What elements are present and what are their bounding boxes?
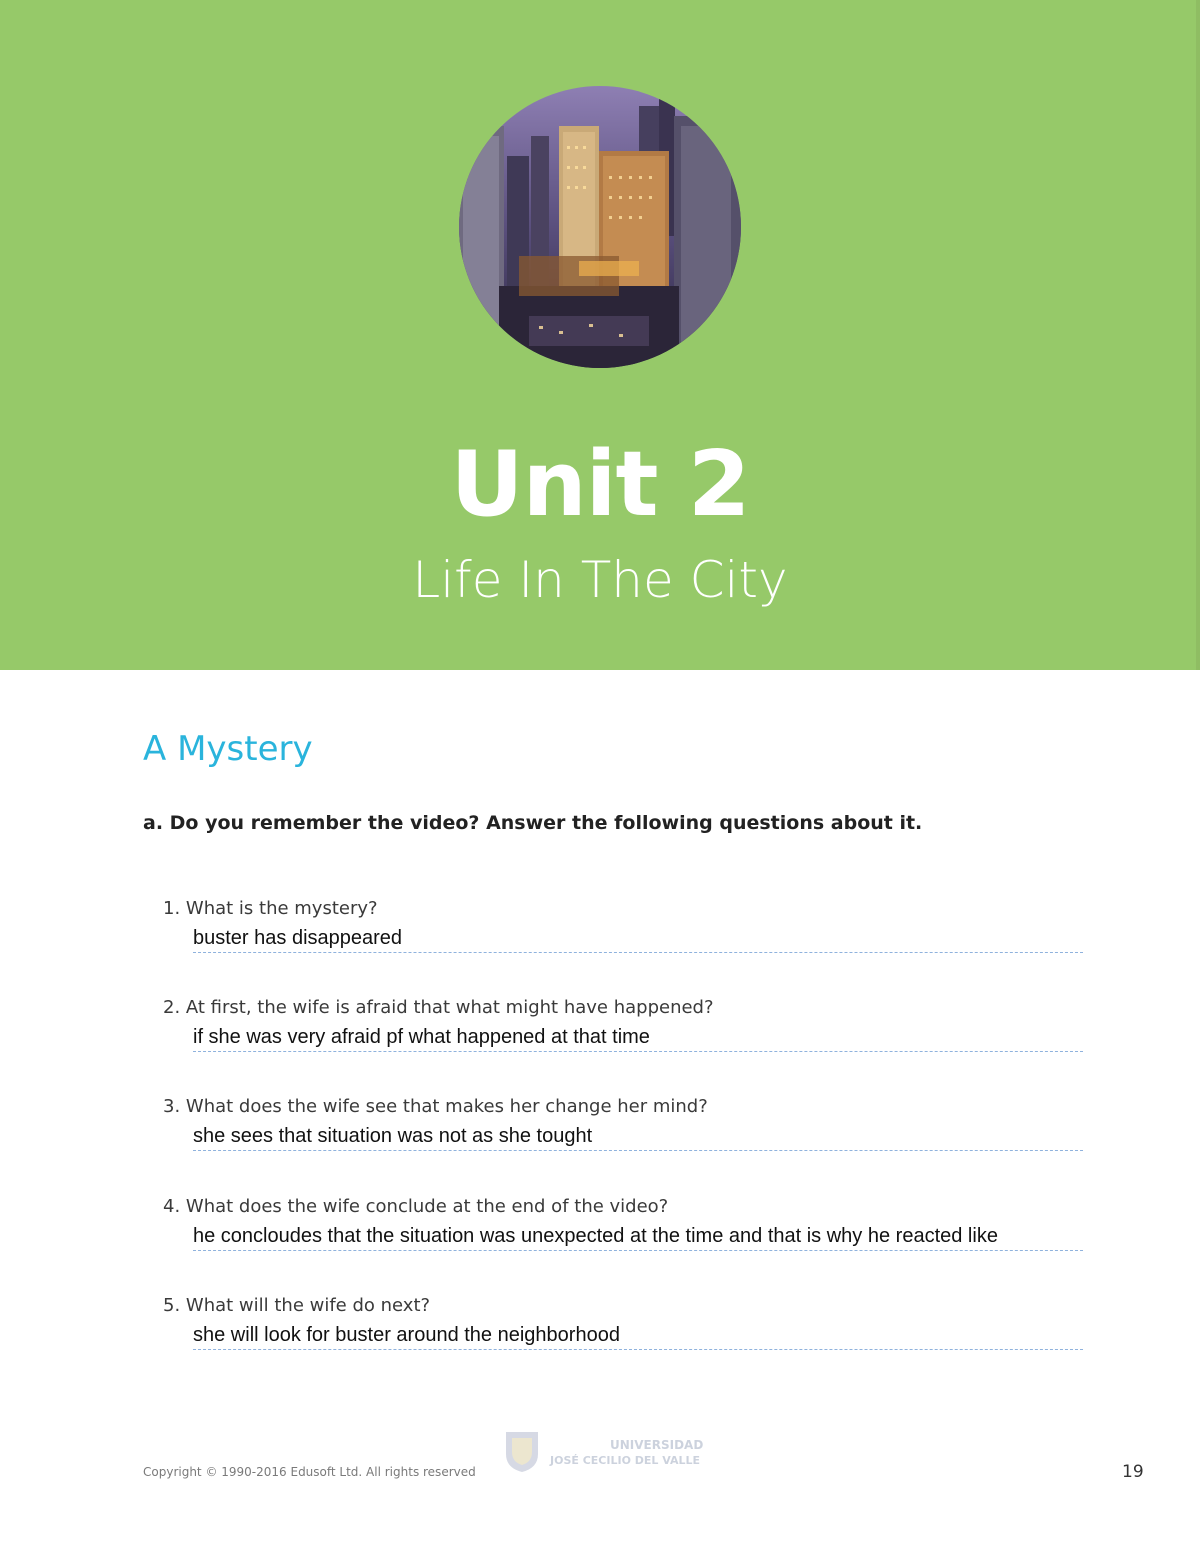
- question-block-4: [163, 1194, 1083, 1251]
- copyright-text: Copyright © 1990-2016 Edusoft Ltd. All rights reserved: [143, 1465, 476, 1479]
- question-block-2: [163, 995, 1083, 1052]
- section-heading: A Mystery: [143, 729, 313, 769]
- question-block-1: [163, 896, 1083, 953]
- unit-subtitle: Life In The City: [412, 551, 788, 609]
- question-text: 1. What is the mystery?: [163, 898, 378, 919]
- answer-field[interactable]: buster has disappeared: [193, 926, 1083, 953]
- question-text: 5. What will the wife do next?: [163, 1295, 431, 1316]
- city-photo: [459, 86, 741, 368]
- page-number: 19: [1122, 1462, 1144, 1482]
- instruction-text: a. Do you remember the video? Answer the following questions about it.: [143, 812, 923, 834]
- question-text: 4. What does the wife conclude at the end of the video?: [163, 1196, 669, 1217]
- answer-field[interactable]: she sees that situation was not as she tought: [193, 1124, 1083, 1151]
- university-logo: [490, 1414, 702, 1490]
- answer-field[interactable]: if she was very afraid pf what happened at that time: [193, 1025, 1083, 1052]
- question-text: 2. At first, the wife is afraid that what might have happened?: [163, 997, 714, 1018]
- answer-field[interactable]: he concloudes that the situation was unexpected at the time and that is why he reacted like: [193, 1224, 1083, 1251]
- answer-field[interactable]: she will look for buster around the neighborhood: [193, 1323, 1083, 1350]
- question-block-3: [163, 1094, 1083, 1151]
- question-block-5: [163, 1293, 1083, 1350]
- crest-icon: [502, 1428, 542, 1474]
- question-text: 3. What does the wife see that makes her change her mind?: [163, 1096, 708, 1117]
- logo-line-2: JOSÉ CECILIO DEL VALLE: [550, 1454, 701, 1467]
- logo-line-1: UNIVERSIDAD: [610, 1438, 704, 1452]
- unit-title: Unit 2: [450, 432, 750, 537]
